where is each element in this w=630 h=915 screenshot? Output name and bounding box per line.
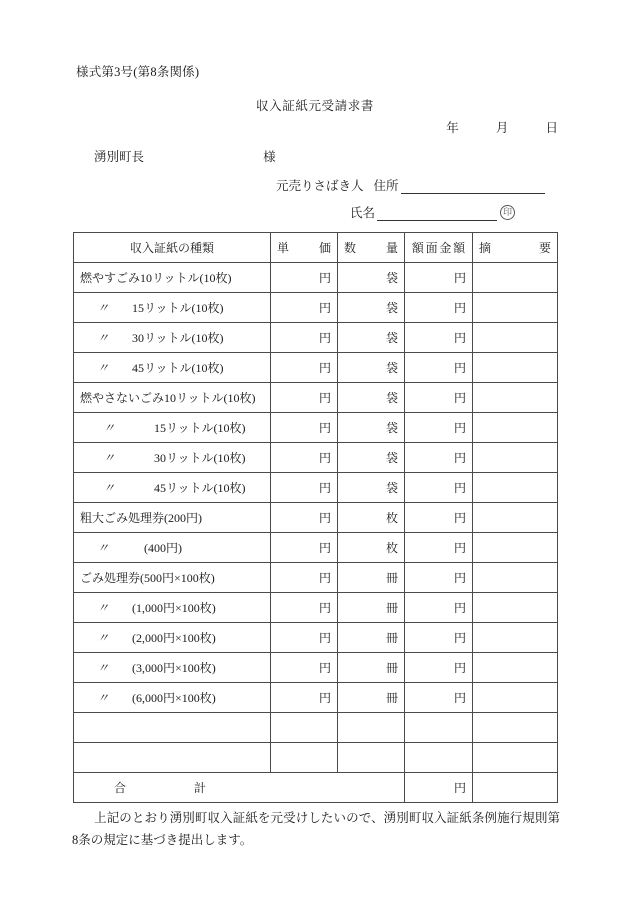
form-code: 様式第3号(第8条関係) bbox=[76, 65, 200, 79]
cell-quantity[interactable]: 袋 bbox=[338, 293, 405, 323]
date-day-label: 日 bbox=[545, 121, 558, 135]
applicant-address-field[interactable] bbox=[401, 180, 545, 194]
cell-note[interactable] bbox=[473, 293, 558, 323]
cell-item-kind bbox=[74, 323, 271, 353]
column-header-char: 単 bbox=[277, 241, 290, 255]
footer-statement-text: 上記のとおり湧別町収入証紙を元受けしたいので、湧別町収入証紙条例施行規則第8条の規定に基づき提出します。 bbox=[72, 811, 560, 847]
ditto-mark: 〃 bbox=[96, 541, 109, 555]
cell-face-amount[interactable] bbox=[405, 743, 473, 773]
cell-quantity[interactable]: 冊 bbox=[338, 563, 405, 593]
cell-note[interactable] bbox=[473, 383, 558, 413]
column-header-char: 量 bbox=[385, 241, 398, 255]
column-header-kind: 収入証紙の種類 bbox=[74, 233, 271, 263]
item-label: 45リットル(10枚) bbox=[132, 361, 224, 375]
item-label: 粗大ごみ処理券(200円) bbox=[80, 511, 202, 525]
cell-item-kind bbox=[74, 533, 271, 563]
footer-statement bbox=[72, 808, 560, 852]
cell-quantity[interactable]: 袋 bbox=[338, 353, 405, 383]
seal-stamp-icon: 印 bbox=[500, 205, 515, 220]
item-label: 30リットル(10枚) bbox=[132, 331, 224, 345]
cell-unit-price[interactable]: 円 bbox=[271, 443, 338, 473]
cell-quantity[interactable] bbox=[338, 743, 405, 773]
cell-quantity[interactable]: 冊 bbox=[338, 683, 405, 713]
cell-face-amount[interactable]: 円 bbox=[405, 593, 473, 623]
cell-item-kind bbox=[74, 743, 271, 773]
cell-item-kind bbox=[74, 263, 271, 293]
cell-quantity[interactable]: 枚 bbox=[338, 503, 405, 533]
cell-item-kind bbox=[74, 683, 271, 713]
cell-unit-price[interactable] bbox=[271, 743, 338, 773]
cell-face-amount[interactable]: 円 bbox=[405, 293, 473, 323]
cell-item-kind bbox=[74, 503, 271, 533]
table-row bbox=[74, 503, 558, 533]
applicant-name-field[interactable] bbox=[377, 207, 497, 221]
cell-item-kind bbox=[74, 293, 271, 323]
item-label: 30リットル(10枚) bbox=[154, 451, 246, 465]
item-label: (400円) bbox=[144, 541, 182, 555]
cell-unit-price[interactable]: 円 bbox=[271, 293, 338, 323]
cell-face-amount[interactable]: 円 bbox=[405, 413, 473, 443]
cell-note[interactable] bbox=[473, 623, 558, 653]
table-row bbox=[74, 713, 558, 743]
column-header-char: 要 bbox=[538, 241, 551, 255]
item-label: 燃やさないごみ10リットル(10枚) bbox=[80, 391, 256, 405]
table-header-row bbox=[74, 233, 558, 263]
item-label: (2,000円×100枚) bbox=[132, 631, 216, 645]
cell-quantity[interactable]: 冊 bbox=[338, 593, 405, 623]
column-header-qty bbox=[338, 233, 405, 263]
document-title: 収入証紙元受請求書 bbox=[256, 99, 374, 113]
cell-unit-price[interactable]: 円 bbox=[271, 533, 338, 563]
cell-item-kind bbox=[74, 623, 271, 653]
cell-face-amount[interactable]: 円 bbox=[405, 353, 473, 383]
total-label-char: 計 bbox=[193, 781, 206, 795]
cell-quantity[interactable] bbox=[338, 713, 405, 743]
cell-note[interactable] bbox=[473, 563, 558, 593]
cell-quantity[interactable]: 袋 bbox=[338, 413, 405, 443]
item-label: (6,000円×100枚) bbox=[132, 691, 216, 705]
ditto-mark: 〃 bbox=[96, 361, 109, 375]
ditto-mark: 〃 bbox=[96, 661, 109, 675]
cell-note[interactable] bbox=[473, 533, 558, 563]
item-label: (1,000円×100枚) bbox=[132, 601, 216, 615]
cell-item-kind bbox=[74, 413, 271, 443]
cell-face-amount[interactable]: 円 bbox=[405, 443, 473, 473]
total-label-char: 合 bbox=[113, 781, 126, 795]
table-row bbox=[74, 473, 558, 503]
cell-item-kind bbox=[74, 563, 271, 593]
total-label bbox=[74, 773, 405, 803]
column-header-note bbox=[473, 233, 558, 263]
date-year-label: 年 bbox=[446, 121, 459, 135]
cell-quantity[interactable]: 冊 bbox=[338, 623, 405, 653]
cell-item-kind bbox=[74, 383, 271, 413]
ditto-mark: 〃 bbox=[102, 481, 115, 495]
cell-face-amount[interactable]: 円 bbox=[405, 653, 473, 683]
cell-unit-price[interactable]: 円 bbox=[271, 263, 338, 293]
items-table bbox=[73, 232, 558, 803]
cell-quantity[interactable]: 袋 bbox=[338, 383, 405, 413]
table-row bbox=[74, 533, 558, 563]
item-label: 15リットル(10枚) bbox=[154, 421, 246, 435]
applicant-address-label: 住所 bbox=[373, 179, 399, 193]
ditto-mark: 〃 bbox=[96, 691, 109, 705]
cell-quantity[interactable]: 冊 bbox=[338, 653, 405, 683]
column-header-char: 額 bbox=[411, 241, 424, 255]
cell-face-amount[interactable]: 円 bbox=[405, 473, 473, 503]
ditto-mark: 〃 bbox=[96, 631, 109, 645]
cell-quantity[interactable]: 枚 bbox=[338, 533, 405, 563]
cell-unit-price[interactable]: 円 bbox=[271, 383, 338, 413]
column-header-char: 金 bbox=[439, 241, 452, 255]
cell-note[interactable] bbox=[473, 443, 558, 473]
table-row bbox=[74, 593, 558, 623]
table-row bbox=[74, 323, 558, 353]
date-line bbox=[446, 118, 558, 136]
table-row bbox=[74, 563, 558, 593]
addressee-name: 湧別町長 bbox=[94, 150, 145, 164]
cell-unit-price[interactable]: 円 bbox=[271, 473, 338, 503]
column-header-char: 数 bbox=[344, 241, 357, 255]
item-label: ごみ処理券(500円×100枚) bbox=[80, 571, 215, 585]
date-month-label: 月 bbox=[495, 121, 509, 135]
applicant-name-label: 氏名 bbox=[350, 206, 376, 220]
cell-unit-price[interactable]: 円 bbox=[271, 593, 338, 623]
cell-note[interactable] bbox=[473, 323, 558, 353]
ditto-mark: 〃 bbox=[96, 331, 109, 345]
cell-face-amount[interactable]: 円 bbox=[405, 563, 473, 593]
ditto-mark: 〃 bbox=[102, 421, 115, 435]
cell-note[interactable] bbox=[473, 653, 558, 683]
cell-item-kind bbox=[74, 353, 271, 383]
cell-note[interactable] bbox=[473, 413, 558, 443]
cell-face-amount[interactable]: 円 bbox=[405, 383, 473, 413]
cell-unit-price[interactable]: 円 bbox=[271, 413, 338, 443]
addressee-honorific: 様 bbox=[263, 150, 276, 164]
table-row bbox=[74, 683, 558, 713]
item-label: 15リットル(10枚) bbox=[132, 301, 224, 315]
cell-note[interactable] bbox=[473, 473, 558, 503]
column-header-amount bbox=[405, 233, 473, 263]
cell-face-amount[interactable]: 円 bbox=[405, 533, 473, 563]
cell-quantity[interactable]: 袋 bbox=[338, 263, 405, 293]
cell-face-amount[interactable]: 円 bbox=[405, 623, 473, 653]
total-amount[interactable]: 円 bbox=[405, 773, 473, 803]
cell-face-amount[interactable]: 円 bbox=[405, 323, 473, 353]
column-header-char: 価 bbox=[318, 241, 331, 255]
table-row bbox=[74, 293, 558, 323]
cell-face-amount[interactable] bbox=[405, 713, 473, 743]
addressee-line bbox=[94, 147, 276, 165]
column-header-char: 摘 bbox=[479, 241, 492, 255]
applicant-name-row bbox=[276, 203, 545, 221]
ditto-mark: 〃 bbox=[102, 451, 115, 465]
column-header-char: 面 bbox=[425, 241, 438, 255]
cell-note[interactable] bbox=[473, 503, 558, 533]
cell-face-amount[interactable]: 円 bbox=[405, 263, 473, 293]
cell-unit-price[interactable] bbox=[271, 713, 338, 743]
cell-unit-price[interactable]: 円 bbox=[271, 683, 338, 713]
cell-unit-price[interactable]: 円 bbox=[271, 653, 338, 683]
cell-face-amount[interactable]: 円 bbox=[405, 503, 473, 533]
applicant-address-row bbox=[276, 176, 545, 194]
cell-note[interactable] bbox=[473, 263, 558, 293]
applicant-block bbox=[276, 176, 545, 230]
cell-note[interactable] bbox=[473, 353, 558, 383]
cell-face-amount[interactable]: 円 bbox=[405, 683, 473, 713]
cell-note[interactable] bbox=[473, 683, 558, 713]
cell-item-kind bbox=[74, 443, 271, 473]
cell-item-kind bbox=[74, 593, 271, 623]
cell-item-kind bbox=[74, 713, 271, 743]
table-row bbox=[74, 383, 558, 413]
applicant-role-label: 元売りさばき人 bbox=[276, 179, 364, 193]
cell-quantity[interactable]: 袋 bbox=[338, 323, 405, 353]
cell-unit-price[interactable]: 円 bbox=[271, 563, 338, 593]
cell-unit-price[interactable]: 円 bbox=[271, 503, 338, 533]
cell-unit-price[interactable]: 円 bbox=[271, 623, 338, 653]
cell-unit-price[interactable]: 円 bbox=[271, 353, 338, 383]
cell-note[interactable] bbox=[473, 713, 558, 743]
column-header-char: 額 bbox=[453, 241, 466, 255]
table-row bbox=[74, 443, 558, 473]
cell-note[interactable] bbox=[473, 743, 558, 773]
cell-quantity[interactable]: 袋 bbox=[338, 443, 405, 473]
item-label: (3,000円×100枚) bbox=[132, 661, 216, 675]
cell-item-kind bbox=[74, 473, 271, 503]
table-row bbox=[74, 353, 558, 383]
total-note[interactable] bbox=[473, 773, 558, 803]
cell-note[interactable] bbox=[473, 593, 558, 623]
column-header-price bbox=[271, 233, 338, 263]
table-row bbox=[74, 653, 558, 683]
table-row bbox=[74, 623, 558, 653]
ditto-mark: 〃 bbox=[96, 601, 109, 615]
ditto-mark: 〃 bbox=[96, 301, 109, 315]
cell-unit-price[interactable]: 円 bbox=[271, 323, 338, 353]
item-label: 燃やすごみ10リットル(10枚) bbox=[80, 271, 232, 285]
table-row bbox=[74, 743, 558, 773]
cell-quantity[interactable]: 袋 bbox=[338, 473, 405, 503]
table-total-row bbox=[74, 773, 558, 803]
cell-item-kind bbox=[74, 653, 271, 683]
table-row bbox=[74, 263, 558, 293]
item-label: 45リットル(10枚) bbox=[154, 481, 246, 495]
table-row bbox=[74, 413, 558, 443]
